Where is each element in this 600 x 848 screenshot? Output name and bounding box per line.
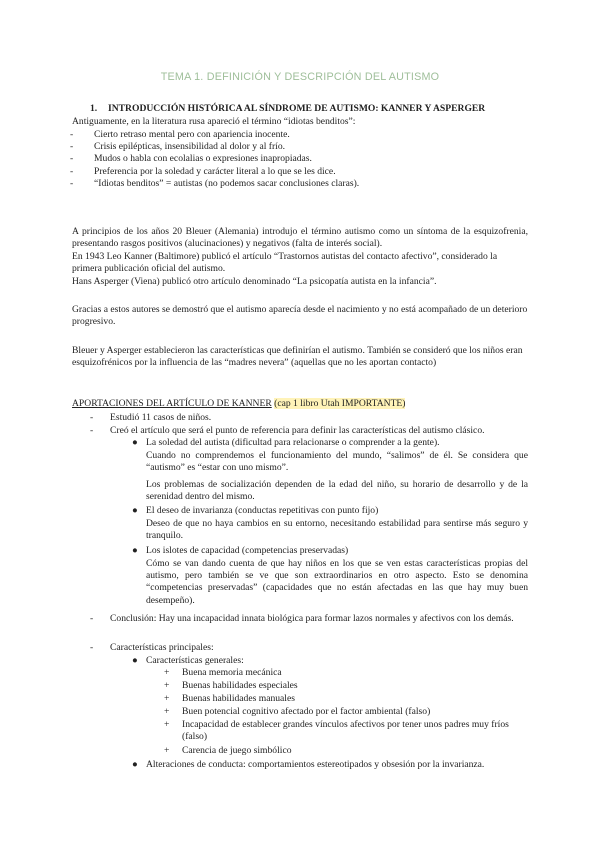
section-1-intro: Antiguamente, en la literatura rusa apareció el término “idiotas benditos”: <box>72 116 356 127</box>
bullet-invarianza: ● El deseo de invarianza (conductas repetitivas con punto fijo) <box>132 505 379 516</box>
bullet-alteraciones-conducta: ● Alteraciones de conducta: comportamientos estereotipados y obsesión por la invarianza. <box>132 759 485 770</box>
section-1-heading-text: INTRODUCCIÓN HISTÓRICA AL SÍNDROME DE AUTISMO: KANNER Y ASPERGER <box>108 103 486 114</box>
sub-item: + Incapacidad de establecer grandes vínculos afectivos por tener unos padres muy fríos (falso) <box>164 719 509 743</box>
paragraph-madres-nevera: Bleuer y Asperger establecieron las características que definirían el autismo. También se consideró que los niños eran esquizofrénicos por la influencia de las “madres nevera” (aquellas que no les aportan contacto) <box>72 345 523 369</box>
sub-item: + Carencia de juego simbólico <box>164 745 292 756</box>
idiotas-list <box>72 129 528 191</box>
text-soledad-2: Los problemas de socialización dependen de la edad del niño, su horario de desarrollo y de la serenidad dentro del mismo. <box>146 479 528 503</box>
paragraph-kanner: En 1943 Leo Kanner (Baltimore) publicó el artículo “Trastornos autistas del contacto afectivo”, considerado la primera publicación oficial del autismo. <box>72 251 498 275</box>
document-page: TEMA 1. DEFINICIÓN Y DESCRIPCIÓN DEL AUTISMO 1. INTRODUCCIÓN HISTÓRICA AL SÍNDROME DE AUTISMO: KANNER Y ASPERGER Antiguamente, en la literatura rusa apareció el término “idiotas benditos”: - Cierto retraso mental pero con apariencia inocente. - Crisis epilépticas, insensibilidad al dolor y al frío. - Mudos o habla con ecolalias o expresiones inapropiadas. - Preferencia por la soledad y carácter literal a lo que se les dice. - “Idiotas benditos” = autistas (no podemos sacar conclusiones claras). A principios de los años 20 Bleuer (Alemania) introdujo el término autismo como un síntoma de la esquizofrenia, presentando rasgos positivos (alucinaciones) y negativos (falta de interés social). En 1943 Leo Kanner (Baltimore) publicó el artículo “Trastornos autistas del contacto afectivo”, considerado la primera publicación oficial del autismo. Hans Asperger (Viena) publicó otro artículo denominado “La psicopatía autista en la infancia”. Gracias a estos autores se demostró que el autismo aparecía desde el nacimiento y no está acompañado de un deterioro progresivo. Bleuer y Asperger establecieron las características que definirían el autismo. También se consideró que los niños eran esquizofrénicos por la influencia de las “madres nevera” (aquellas que no les aportan contacto) APORTACIONES DEL ARTÍCULO DE KANNER (cap 1 libro Utah IMPORTANTE) - Estudió 11 casos de niños. - Creó el artículo que será el punto de referencia para definir las características del autismo clásico. ● La soledad del autista (dificultad para relacionarse o comprender a la gente). Cuando no comprendemos el funcionamiento del mundo, “salimos” de él. Se considera que “autismo” es “estar con uno mismo”. Los problemas de socialización dependen de la edad del niño, su horario de desarrollo y de la serenidad dentro del mismo. ● El deseo de invarianza (conductas repetitivas con punto fijo) Deseo de que no haya cambios en su entorno, necesitando estabilidad para sentirse más seguro y tranquilo. ● Los islotes de capacidad (competencias preservadas) Cómo se van dando cuenta de que hay niños en los que se ven estas características propias del autismo, pero también se ve que son extraordinarios en otro aspecto. Esto se denomina “competencias preservadas” (capacidades que no están afectadas en las que hay muy buen desempeño). - Conclusión: Hay una incapacidad innata biológica para formar lazos normales y afectivos con los demás. - Características principales: ● Características generales: + Buena memoria mecánica + Buenas habilidades especiales + Buenas habilidades manuales + Buen potencial cognitivo afectado por el factor ambiental (falso) + Incapacidad de establecer grandes vínculos afectivos por tener unos padres muy fríos (falso) + Carencia de juego simbólico ● Alteraciones de conducta: comportamientos estereotipados y obsesión por la invarianza. <box>0 0 600 848</box>
bullet-soledad: ● La soledad del autista (dificultad para relacionarse o comprender a la gente). <box>132 437 440 448</box>
list-item: - “Idiotas benditos” = autistas (no podemos sacar conclusiones claras). <box>72 178 528 190</box>
bullet-islotes: ● Los islotes de capacidad (competencias preservadas) <box>132 545 349 556</box>
sub-item: + Buen potencial cognitivo afectado por el factor ambiental (falso) <box>164 706 431 717</box>
document-title: TEMA 1. DEFINICIÓN Y DESCRIPCIÓN DEL AUTISMO <box>160 71 440 83</box>
list-item: - Preferencia por la soledad y carácter literal a lo que se les dice. <box>72 166 528 178</box>
section-1-number: 1. <box>90 103 98 114</box>
text-invarianza: Deseo de que no haya cambios en su entorno, necesitando estabilidad para sentirse más seguro y tranquilo. <box>146 517 528 541</box>
bullet-caracteristicas-generales: ● Características generales: <box>132 655 244 666</box>
list-item: - Mudos o habla con ecolalias o expresiones inapropiadas. <box>72 153 528 165</box>
list-item: - Crisis epilépticas, insensibilidad al dolor y al frío. <box>72 141 528 153</box>
list-item: - Cierto retraso mental pero con apariencia inocente. <box>72 129 528 141</box>
section-1-heading <box>90 103 485 115</box>
paragraph-authors: Gracias a estos autores se demostró que el autismo aparecía desde el nacimiento y no está acompañado de un deterioro progresivo. <box>72 304 528 328</box>
highlight-note: (cap 1 libro Utah IMPORTANTE) <box>274 398 406 409</box>
text-soledad-1: Cuando no comprendemos el funcionamiento del mundo, “salimos” de él. Se considera que “autismo” es “estar con uno mismo”. <box>146 449 528 473</box>
sub-item: + Buena memoria mecánica <box>164 667 282 678</box>
text-islotes: Cómo se van dando cuenta de que hay niños en los que se ven estas características propias del autismo, pero también se ve que son extraordinarios en otro aspecto. Esto se denomina “competencias preservadas” (capacidades que no están afectadas en las que hay muy buen desempeño). <box>146 557 528 606</box>
section-2-heading <box>72 398 528 410</box>
sub-item: + Buenas habilidades manuales <box>164 693 295 704</box>
section-2-heading-text: APORTACIONES DEL ARTÍCULO DE KANNER <box>72 398 272 409</box>
paragraph-asperger: Hans Asperger (Viena) publicó otro artículo denominado “La psicopatía autista en la infancia”. <box>72 276 437 287</box>
sub-item: + Buenas habilidades especiales <box>164 680 298 691</box>
paragraph-bleuer: A principios de los años 20 Bleuer (Alemania) introdujo el término autismo como un síntoma de la esquizofrenia, presentando rasgos positivos (alucinaciones) y negativos (falta de interés social). <box>72 226 528 250</box>
